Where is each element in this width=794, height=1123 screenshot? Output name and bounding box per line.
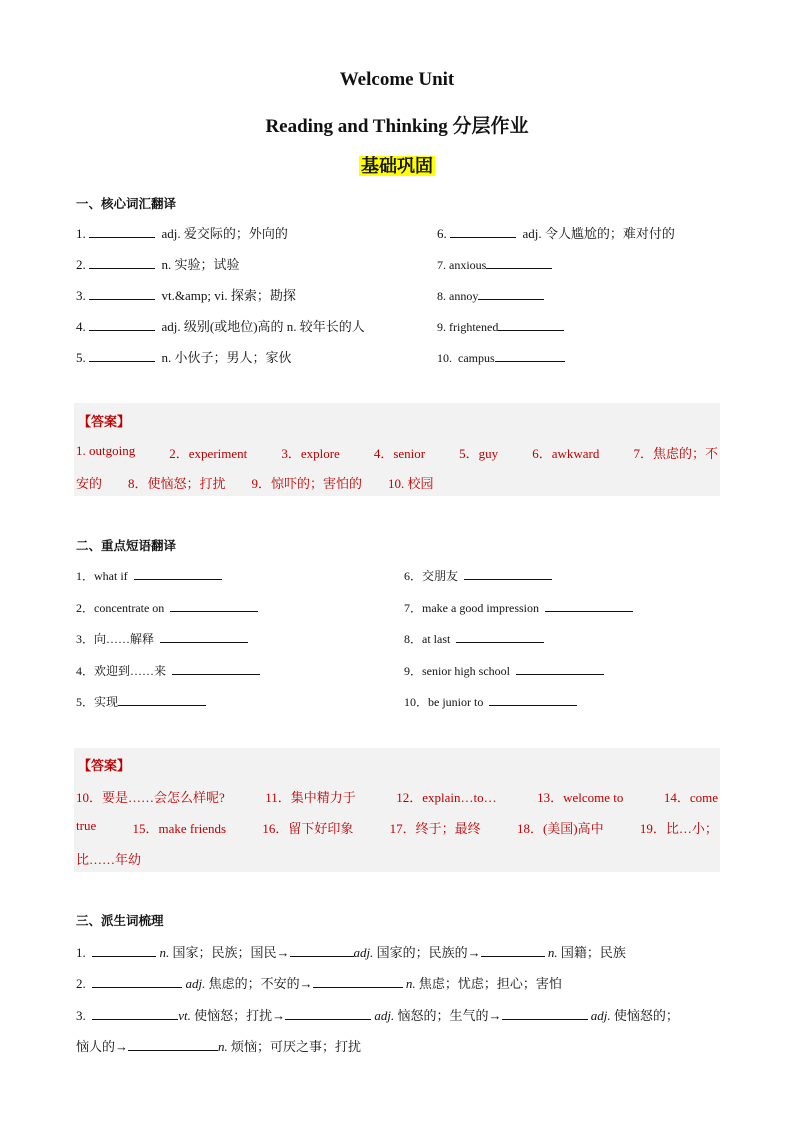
section1-heading: 一、核心词汇翻译: [76, 196, 177, 211]
answer-blank[interactable]: [456, 630, 544, 643]
vocab-item-5: 5. n. 小伙子；男人；家伙: [76, 350, 292, 365]
answer-blank[interactable]: [128, 1038, 218, 1051]
answer-blank[interactable]: [464, 567, 552, 580]
page-title: Welcome Unit: [339, 69, 455, 90]
answer-blank[interactable]: [92, 944, 156, 957]
answer-line: 安的 8．使恼怒；打扰 9．惊吓的；害怕的 10. 校园: [76, 476, 434, 491]
phrase-item-2: 2．concentrate on: [76, 599, 258, 616]
answer-box-2: [74, 748, 720, 872]
answer-label: 【答案】: [78, 759, 131, 774]
phrase-item-5: 5．实现: [76, 693, 206, 710]
phrase-item-3: 3．向……解释: [76, 630, 248, 647]
answer-box-1: [74, 403, 720, 496]
answer-blank[interactable]: [489, 693, 577, 706]
vocab-item-4: 4. adj. 级别(或地位)高的 n. 较年长的人: [76, 319, 365, 334]
derivation-item-1: 1. n. 国家；民族；国民→ adj. 国家的；民族的→ n. 国籍；民族: [76, 945, 626, 960]
derivation-item-3: 3. vt. 使恼怒；打扰→ adj. 恼怒的；生气的→ adj. 使恼怒的；: [76, 1008, 679, 1023]
vocab-item-6: 6. adj. 令人尴尬的；难对付的: [437, 226, 675, 241]
phrase-item-6: 6．交朋友: [404, 567, 552, 584]
section3-heading: 三、派生词梳理: [76, 913, 164, 928]
level-label: [0, 152, 794, 178]
answer-blank[interactable]: [495, 349, 565, 362]
answer-blank[interactable]: [89, 318, 155, 331]
vocab-item-8: 8. annoy: [437, 287, 544, 304]
vocab-item-1: 1. adj. 爱交际的；外向的: [76, 226, 288, 241]
answer-blank[interactable]: [170, 599, 258, 612]
answer-blank[interactable]: [481, 944, 545, 957]
answer-blank[interactable]: [502, 1007, 588, 1020]
phrase-item-10: 10．be junior to: [404, 693, 577, 710]
answer-blank[interactable]: [172, 662, 260, 675]
answer-blank[interactable]: [160, 630, 248, 643]
section2-heading: 二、重点短语翻译: [76, 538, 177, 553]
phrase-item-7: 7．make a good impression: [404, 599, 633, 616]
answer-line: 比……年幼: [76, 852, 142, 867]
answer-blank[interactable]: [92, 975, 182, 988]
answer-blank[interactable]: [478, 287, 544, 300]
vocab-item-9: 9. frightened: [437, 318, 564, 335]
page-subtitle: Reading and Thinking 分层作业: [265, 116, 529, 137]
phrase-item-1: 1．what if: [76, 567, 222, 584]
level-highlight: 基础巩固: [361, 156, 433, 176]
phrase-item-9: 9．senior high school: [404, 662, 604, 679]
answer-blank[interactable]: [118, 693, 206, 706]
answer-blank[interactable]: [89, 349, 155, 362]
answer-label: 【答案】: [78, 415, 131, 430]
derivation-item-2: 2. adj. 焦虑的；不安的→ n. 焦虑；忧虑；担心；害怕: [76, 976, 562, 991]
phrase-item-4: 4．欢迎到……来: [76, 662, 260, 679]
vocab-item-3: 3. vt.&amp; vi. 探索；勘探: [76, 288, 296, 303]
answer-line: 1. outgoing 2．experiment 3．explore 4．senior 5．guy 6．awkward 7．焦虑的；不: [76, 443, 718, 461]
answer-blank[interactable]: [89, 256, 155, 269]
phrase-item-8: 8．at last: [404, 630, 544, 647]
answer-blank[interactable]: [498, 318, 564, 331]
answer-blank[interactable]: [89, 287, 155, 300]
answer-blank[interactable]: [516, 662, 604, 675]
answer-blank[interactable]: [313, 975, 403, 988]
answer-line: true 15．make friends 16．留下好印象 17．终于；最终 18．(美国)高中 19．比…小；: [76, 818, 718, 836]
answer-blank[interactable]: [134, 567, 222, 580]
answer-blank[interactable]: [290, 944, 354, 957]
vocab-item-7: 7. anxious: [437, 256, 552, 273]
answer-line: 10．要是……会怎么样呢? 11．集中精力于 12．explain…to… 13．welcome to 14．come: [76, 790, 718, 805]
answer-blank[interactable]: [92, 1007, 178, 1020]
vocab-item-10: 10. campus: [437, 349, 565, 366]
vocab-item-2: 2. n. 实验；试验: [76, 257, 240, 272]
answer-blank[interactable]: [486, 256, 552, 269]
derivation-item-3-cont: 恼人的→ n. 烦恼；可厌之事；打扰: [76, 1039, 362, 1054]
answer-blank[interactable]: [89, 225, 155, 238]
answer-blank[interactable]: [545, 599, 633, 612]
answer-blank[interactable]: [450, 225, 516, 238]
answer-blank[interactable]: [285, 1007, 371, 1020]
